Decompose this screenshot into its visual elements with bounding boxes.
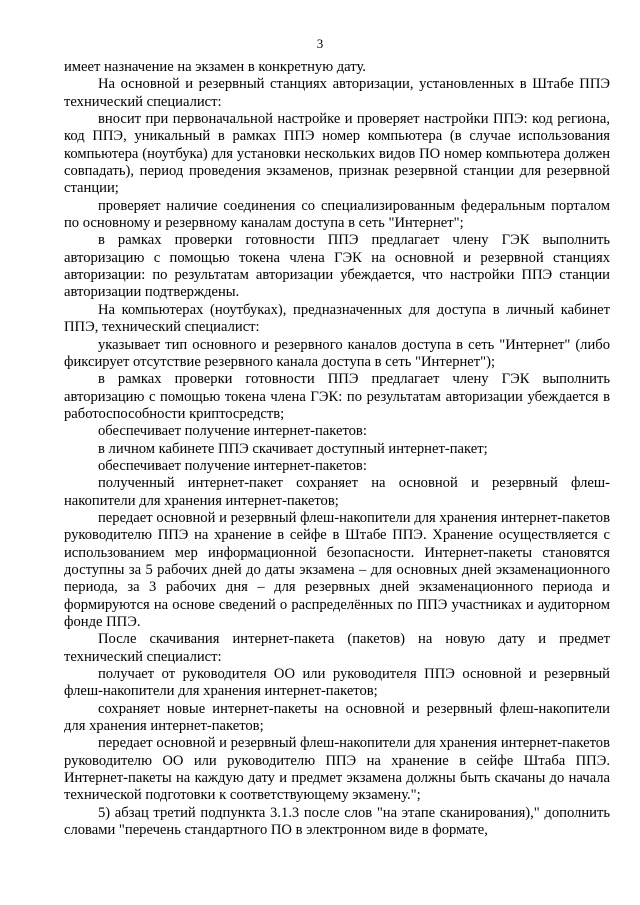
- paragraph: в рамках проверки готовности ППЭ предлагает члену ГЭК выполнить авторизацию с помощью токена члена ГЭК на основной и резервной станциях авторизации: по результатам авторизации убеждается, что настройки ППЭ станции авторизации подтверждены.: [64, 232, 610, 301]
- paragraph: 5) абзац третий подпункта 3.1.3 после слов "на этапе сканирования)," дополнить словами "перечень стандартного ПО в электронном виде в формате,: [64, 804, 610, 839]
- paragraph: указывает тип основного и резервного каналов доступа в сеть "Интернет" (либо фиксирует отсутствие резервного канала доступа в сеть "Интернет");: [64, 336, 610, 370]
- paragraph: После скачивания интернет-пакета (пакетов) на новую дату и предмет технический специалист:: [64, 631, 610, 665]
- paragraph: в личном кабинете ППЭ скачивает доступный интернет-пакет;: [98, 440, 488, 457]
- paragraph: На компьютерах (ноутбуках), предназначенных для доступа в личный кабинет ППЭ, технический специалист:: [64, 301, 610, 336]
- paragraph: имеет назначение на экзамен в конкретную дату.: [64, 59, 366, 75]
- paragraph: передает основной и резервный флеш-накопители для хранения интернет-пакетов руководителю ППЭ на хранение в сейфе в Штабе ППЭ. Хранение осуществляется с использованием мер информационной безопасности. Интернет-пакеты становятся доступны за 5 рабочих дней до даты экзамена – для основных дней экзаменационного периода, за 3 рабочих дня – для резервных дней экзаменационного периода и формируются на основе сведений о распределённых по ППЭ участниках и аудиторном фонде ППЭ.: [64, 509, 610, 630]
- page-number: 3: [316, 36, 324, 51]
- paragraph: обеспечивает получение интернет-пакетов:: [98, 457, 367, 474]
- paragraph: передает основной и резервный флеш-накопители для хранения интернет-пакетов руководителю ОО или руководителю ППЭ на хранение в сейфе Штаба ППЭ. Интернет-пакеты на каждую дату и предмет экзамена должны быть скачаны до начала технической подготовки к соответствующему экзамену.";: [64, 735, 610, 804]
- paragraph: обеспечивает получение интернет-пакетов:: [98, 423, 367, 440]
- paragraph: сохраняет новые интернет-пакеты на основной и резервный флеш-накопители для хранения интернет-пакетов;: [64, 700, 610, 735]
- paragraph: в рамках проверки готовности ППЭ предлагает члену ГЭК выполнить авторизацию с помощью токена члена ГЭК: по результатам авторизации убеждается в работоспособности криптосредств;: [64, 371, 610, 422]
- paragraph: вносит при первоначальной настройке и проверяет настройки ППЭ: код региона, код ППЭ, уникальный в рамках ППЭ номер компьютера (в случае использования компьютера (ноутбука) для установки нескольких видов ПО номер компьютера должен совпадать), период проведения экзаменов, признак резервной станции для резервной станции;: [64, 111, 610, 197]
- paragraph: получает от руководителя ОО или руководителя ППЭ основной и резервный флеш-накопители для хранения интернет-пакетов;: [64, 666, 610, 700]
- paragraph: полученный интернет-пакет сохраняет на основной и резервный флеш-накопители для хранения интернет-пакетов;: [64, 475, 610, 509]
- paragraph: проверяет наличие соединения со специализированным федеральным порталом по основному и резервному каналам доступа в сеть "Интернет";: [64, 197, 610, 232]
- paragraph: На основной и резервный станциях авторизации, установленных в Штабе ППЭ технический специалист:: [64, 76, 610, 110]
- document-body: [64, 59, 610, 839]
